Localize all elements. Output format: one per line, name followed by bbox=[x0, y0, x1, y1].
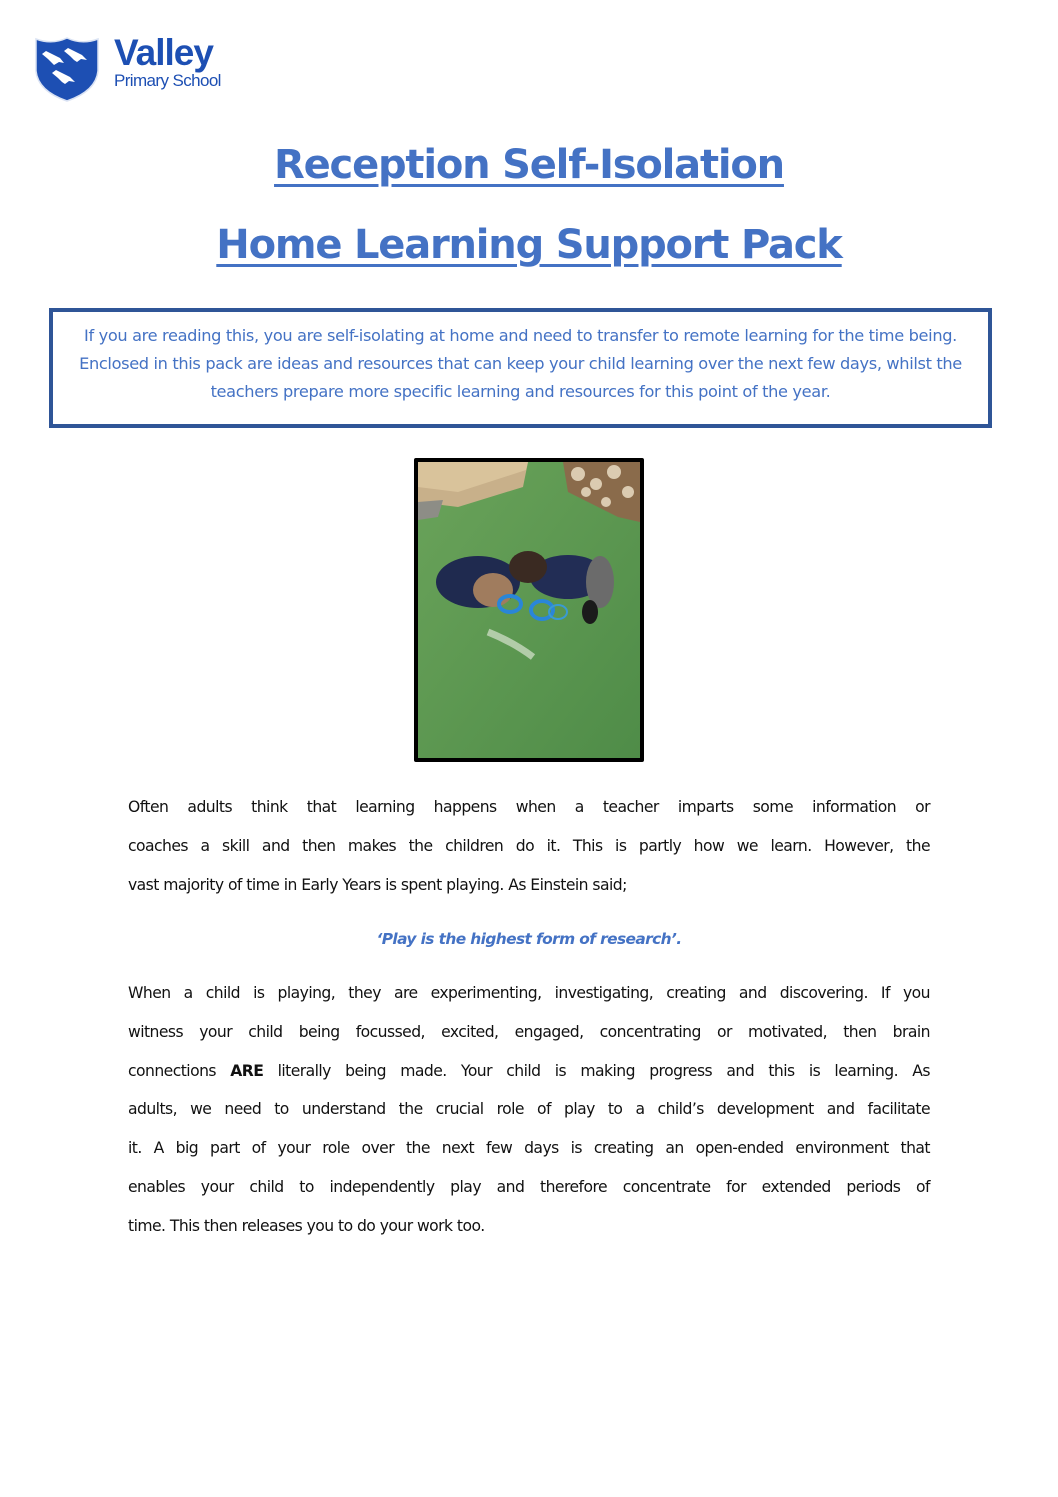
page-subtitle: Home Learning Support Pack bbox=[216, 222, 842, 268]
children-playing-photo bbox=[414, 458, 644, 762]
play-line: witness your child being focussed, excited, engaged, concentrating or motivated, then brain bbox=[128, 1022, 930, 1041]
play-line: it. A big part of your role over the next few days is creating an open-ended environment that bbox=[128, 1139, 930, 1158]
emphasis-are: ARE bbox=[230, 1061, 264, 1080]
play-line: time. This then releases you to do your work too. bbox=[128, 1216, 485, 1235]
play-line: adults, we need to understand the crucial role of play to a child’s development and facilitate bbox=[128, 1100, 930, 1119]
notice-box bbox=[49, 308, 992, 428]
intro-line: vast majority of time in Early Years is spent playing. As Einstein said; bbox=[128, 875, 627, 894]
school-subtitle: Primary School bbox=[114, 71, 221, 90]
play-line-text: connections bbox=[128, 1061, 231, 1080]
school-logo bbox=[32, 33, 221, 103]
einstein-quote: ‘Play is the highest form of research’. bbox=[376, 930, 682, 948]
play-paragraph bbox=[128, 974, 930, 1246]
play-line-text: literally being made. Your child is making progress and this is learning. As bbox=[263, 1061, 930, 1080]
notice-text: If you are reading this, you are self-isolating at home and need to transfer to remote learning for the time being. Enclosed in this pack are ideas and resources that can keep your child learning over the next few days, whilst the teachers prepare more specific learning and resources for this point of the year. bbox=[79, 326, 962, 401]
intro-paragraph bbox=[128, 788, 930, 904]
play-line: enables your child to independently play and therefore concentrate for extended periods of bbox=[128, 1177, 930, 1196]
intro-line: Often adults think that learning happens when a teacher imparts some information or bbox=[128, 798, 930, 816]
shield-with-birds-icon bbox=[32, 33, 102, 103]
intro-line: coaches a skill and then makes the children do it. This is partly how we learn. However, the bbox=[128, 836, 930, 855]
page-title: Reception Self-Isolation bbox=[274, 142, 784, 188]
play-line: When a child is playing, they are experimenting, investigating, creating and discovering. If you bbox=[128, 984, 930, 1002]
school-name: Valley bbox=[114, 32, 213, 73]
play-line bbox=[128, 1052, 930, 1091]
